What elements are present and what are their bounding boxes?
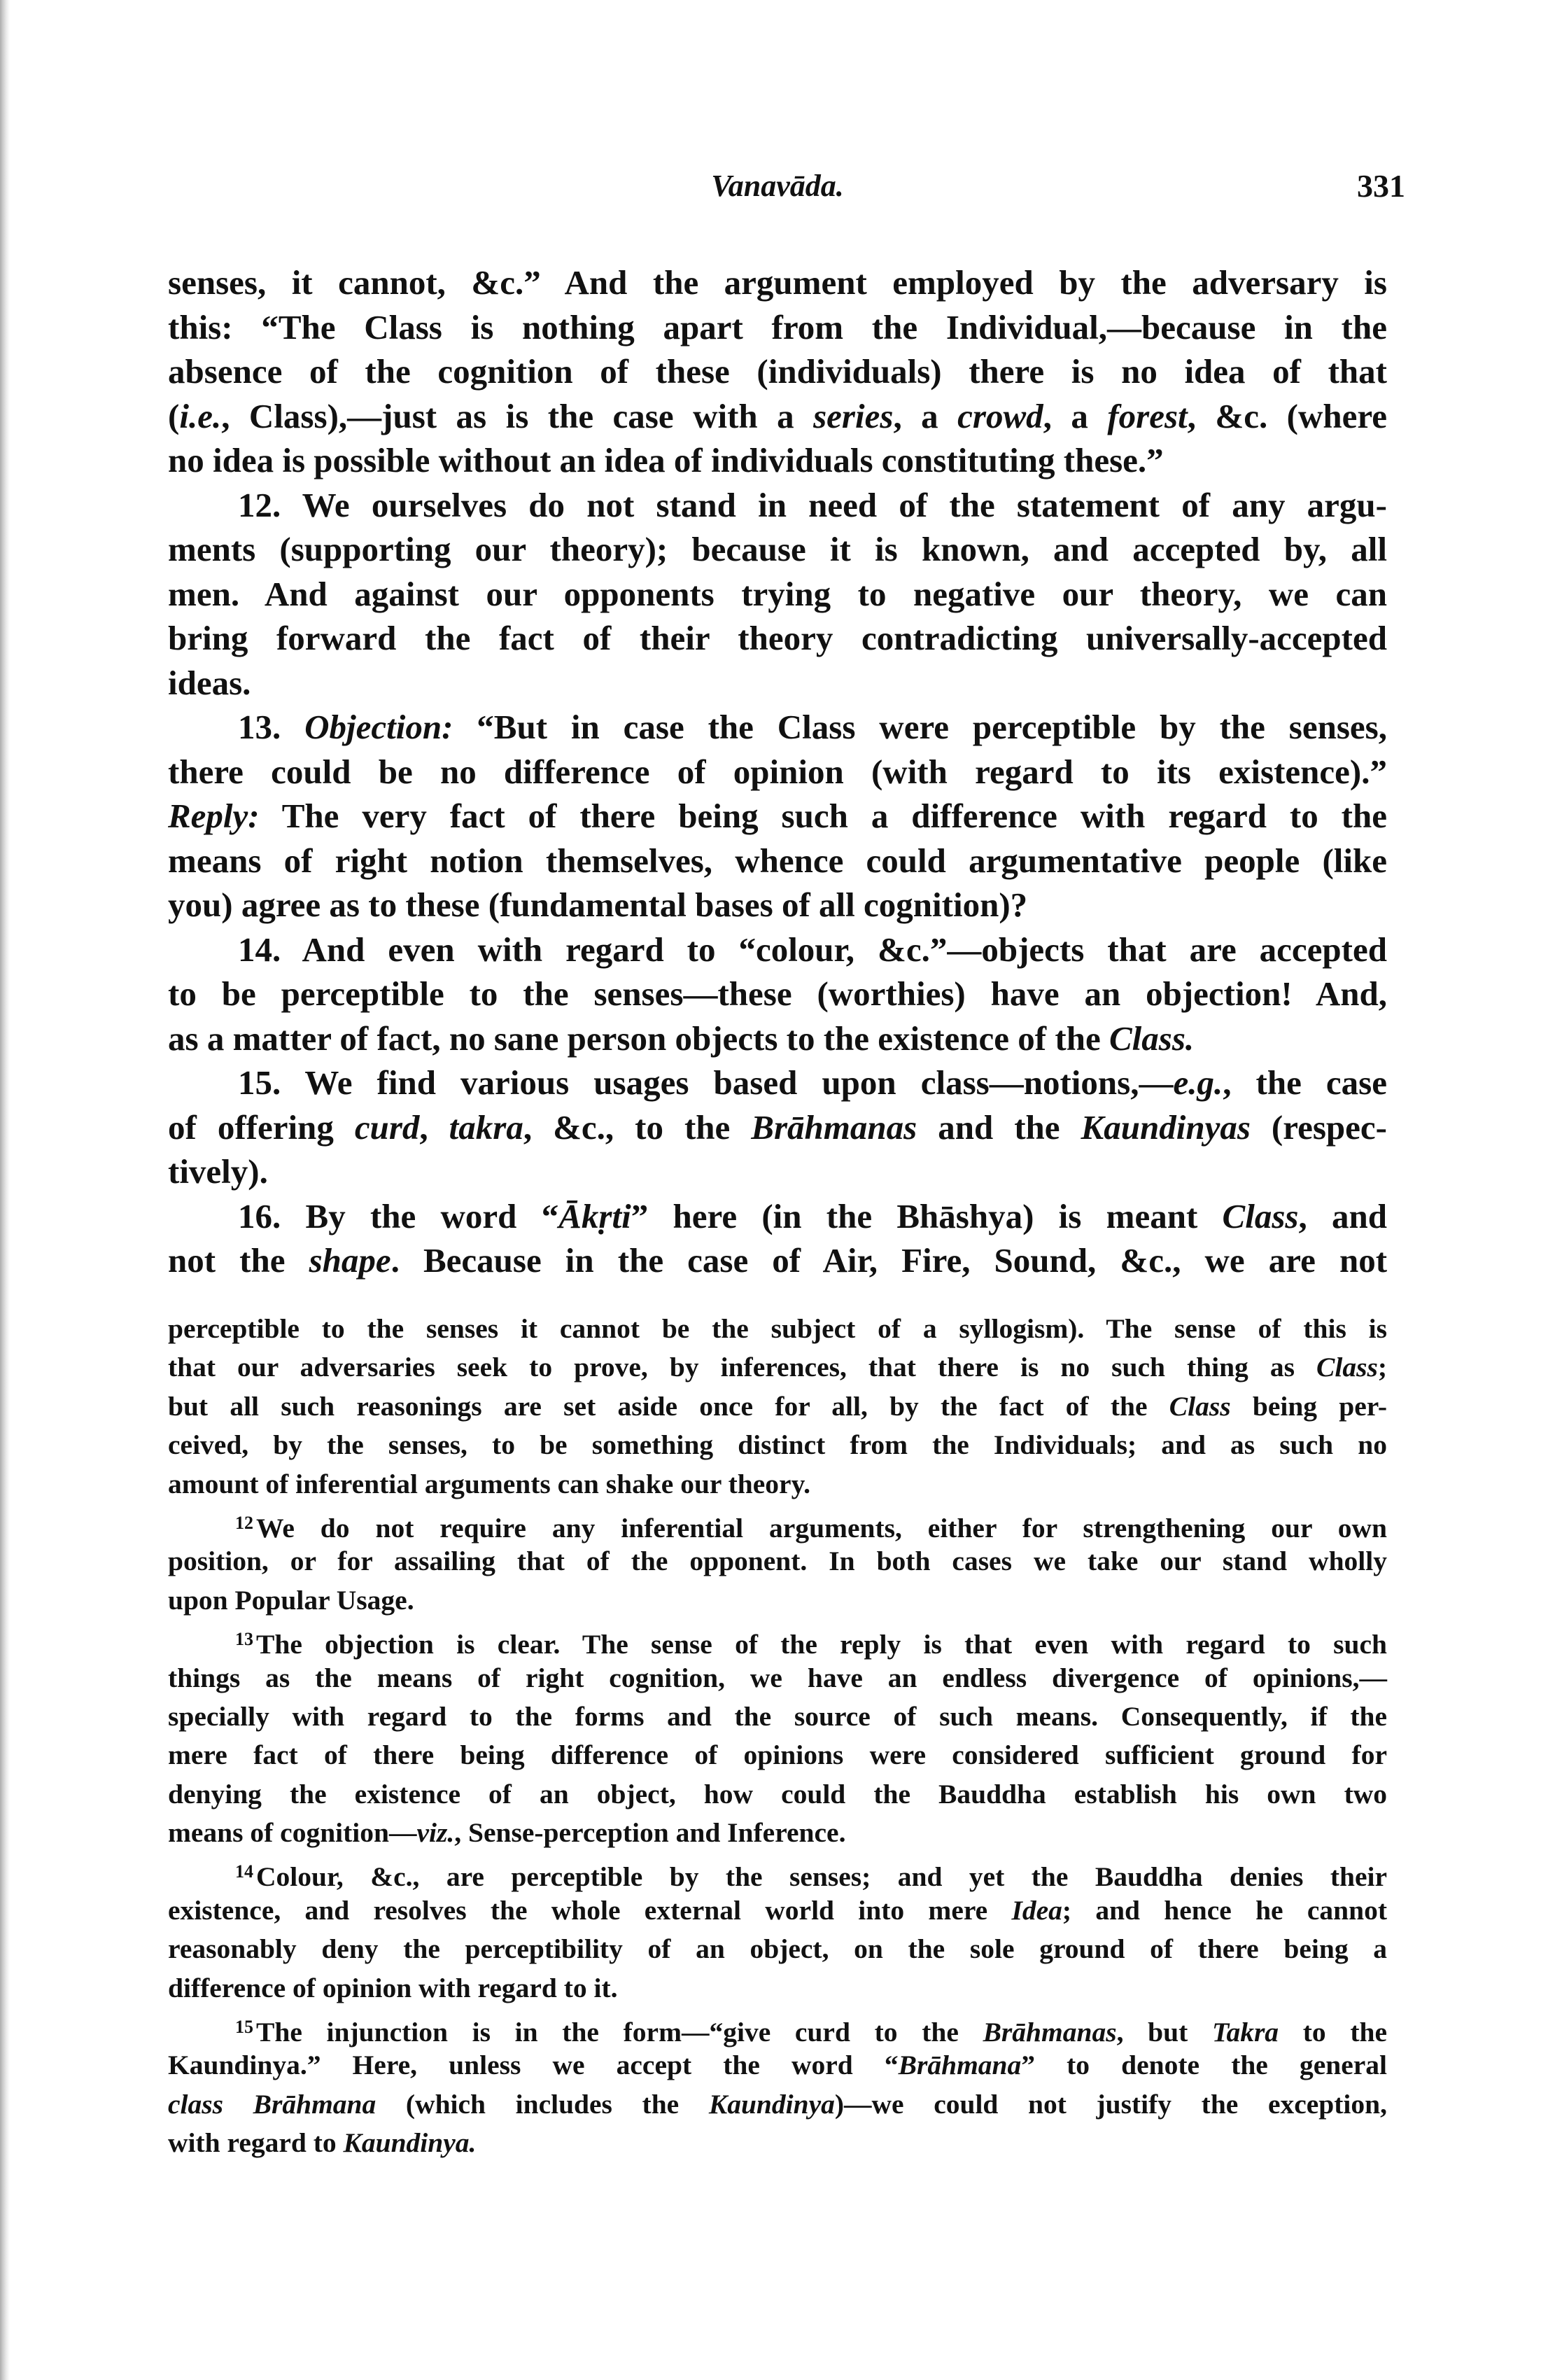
text-line <box>168 1105 1387 1150</box>
text-segment: to be perceptible to the senses—these (worthies) have an objection! And, <box>168 974 1387 1013</box>
text-line <box>168 349 1387 394</box>
paragraph <box>168 705 1387 927</box>
text-segment: senses, it cannot, &c.” And the argument employed by the adversary is <box>168 263 1387 302</box>
text-segment: ; and hence he cannot <box>1062 1894 1387 1926</box>
text-segment: ceived, by the senses, to be something distinct from the Individuals; and as such no <box>168 1429 1387 1461</box>
text-segment: , &c. (where <box>1187 396 1387 435</box>
text-segment: that our adversaries seek to prove, by inferences, that there is no such thing as <box>168 1352 1317 1383</box>
text-line <box>168 1016 1387 1061</box>
text-segment: to the <box>1279 2017 1388 2048</box>
text-segment: (respec- <box>1250 1107 1387 1147</box>
text-segment: The injunction is in the form—“give curd to the <box>256 2017 983 2048</box>
paragraph <box>168 1060 1387 1194</box>
text-segment: , and <box>1298 1196 1387 1236</box>
text-segment: , Sense-perception and Inference. <box>454 1817 846 1849</box>
text-segment: absence of the cognition of these (individuals) there is no idea of that <box>168 352 1387 391</box>
text-line <box>168 1775 1387 1814</box>
text-segment: , a <box>1043 396 1108 435</box>
text-line <box>168 1348 1387 1387</box>
text-line <box>168 483 1387 528</box>
text-segment: , <box>419 1107 449 1147</box>
text-line <box>168 839 1387 883</box>
running-title: Vanavāda. <box>711 169 844 203</box>
text-segment: ; <box>1377 1352 1387 1383</box>
text-segment: means of cognition— <box>168 1817 417 1849</box>
text-line <box>168 1387 1387 1426</box>
italic-segment: i.e. <box>179 396 222 435</box>
text-line <box>168 1426 1387 1464</box>
text-segment: , the case <box>1223 1063 1387 1102</box>
text-line <box>168 438 1387 483</box>
text-line <box>168 616 1387 661</box>
text-line <box>168 572 1387 617</box>
text-line <box>168 1852 1387 1891</box>
text-line <box>168 2046 1387 2085</box>
italic-segment: Kaundinyas <box>1081 1107 1251 1147</box>
text-segment: as a matter of fact, no sane person objects to the existence of the <box>168 1018 1109 1058</box>
text-segment: and the <box>917 1107 1081 1147</box>
text-segment: 15. We find various usages based upon class—notions,— <box>238 1063 1174 1102</box>
italic-segment: shape <box>309 1241 391 1280</box>
footnote <box>168 2008 1387 2163</box>
text-line <box>168 927 1387 972</box>
text-line <box>168 1581 1387 1620</box>
text-line <box>168 1698 1387 1736</box>
paragraph <box>168 483 1387 706</box>
text-segment: but all such reasonings are set aside once for all, by the fact of the <box>168 1390 1169 1422</box>
italic-segment: takra <box>449 1107 523 1147</box>
text-line <box>168 1891 1387 1930</box>
italic-segment: Ākṛti <box>558 1196 631 1236</box>
text-line <box>168 2124 1387 2162</box>
text-line <box>168 1620 1387 1658</box>
text-line <box>168 794 1387 839</box>
text-line <box>168 394 1387 439</box>
text-segment: 13. <box>238 708 305 746</box>
text-segment: means of right notion themselves, whence could argumentative people (like <box>168 841 1387 880</box>
italic-segment: forest <box>1107 396 1188 435</box>
text-segment: , a <box>893 396 958 435</box>
text-line <box>168 260 1387 305</box>
text-segment: tively). <box>168 1152 268 1191</box>
text-segment: men. And against our opponents trying to negative our theory, we can <box>168 574 1387 613</box>
text-line <box>168 661 1387 706</box>
italic-segment: Brāhmana <box>898 2050 1022 2081</box>
text-line <box>168 2085 1387 2124</box>
footnote <box>168 1504 1387 1620</box>
text-segment: being per- <box>1230 1390 1387 1422</box>
text-line <box>168 1969 1387 2008</box>
text-line <box>168 1504 1387 1542</box>
text-segment: 16. By the word “ <box>238 1196 559 1236</box>
text-line <box>168 1194 1387 1239</box>
text-line <box>168 1542 1387 1581</box>
italic-segment: Class <box>1222 1196 1299 1236</box>
text-line <box>168 527 1387 572</box>
text-segment: perceptible to the senses it cannot be the subject of a syllogism). The sense of this is <box>168 1313 1387 1344</box>
text-line <box>168 883 1387 927</box>
text-line <box>168 305 1387 350</box>
italic-segment: Kaundinya. <box>343 2127 477 2159</box>
text-segment: (which includes the <box>376 2088 709 2120</box>
text-line <box>168 2008 1387 2046</box>
text-line <box>168 1659 1387 1698</box>
italic-segment: Idea <box>1011 1894 1062 1926</box>
text-segment: , but <box>1116 2017 1212 2048</box>
text-segment: this: “The Class is nothing apart from the Individual,—because in the <box>168 307 1387 346</box>
text-segment: ( <box>168 396 180 435</box>
page-header <box>168 165 1405 207</box>
paragraph <box>168 1194 1387 1283</box>
italic-segment: crowd <box>957 396 1043 435</box>
paragraph <box>168 260 1387 483</box>
text-segment: Colour, &c., are perceptible by the senses; and yet the Bauddha denies their <box>256 1861 1387 1893</box>
italic-segment: curd <box>354 1107 420 1147</box>
text-segment: mere fact of there being difference of opinions were considered sufficient ground for <box>168 1740 1387 1771</box>
text-line <box>168 1238 1387 1283</box>
italic-segment: Kaundinya <box>708 2088 835 2120</box>
text-segment: no idea is possible without an idea of individuals constituting these.” <box>168 441 1164 479</box>
footnote-marker: 14 <box>235 1861 253 1882</box>
footnote <box>168 1852 1387 2008</box>
italic-segment: class Brāhmana <box>168 2088 377 2120</box>
text-segment: not the <box>168 1241 309 1280</box>
italic-segment: Objection: <box>304 708 453 746</box>
text-segment: , &c., to the <box>523 1107 752 1147</box>
text-segment: things as the means of right cognition, we have an endless divergence of opinions,— <box>168 1662 1387 1693</box>
footnote-marker: 12 <box>235 1512 253 1533</box>
text-segment: The objection is clear. The sense of the reply is that even with regard to such <box>256 1629 1387 1660</box>
text-segment: We do not require any inferential arguments, either for strengthening our own <box>256 1512 1387 1544</box>
text-segment: ideas. <box>168 663 251 702</box>
text-segment: ” here (in the Bhāshya) is meant <box>631 1196 1223 1236</box>
text-line <box>168 972 1387 1016</box>
text-segment: , Class),—just as is the case with a <box>221 396 814 435</box>
italic-segment: Reply: <box>168 797 260 835</box>
italic-segment: Brāhmanas <box>983 2017 1117 2048</box>
italic-segment: e.g. <box>1173 1063 1223 1102</box>
text-segment: position, or for assailing that of the opponent. In both cases we take our stand wholly <box>168 1546 1387 1577</box>
italic-segment: Class <box>1316 1352 1378 1383</box>
text-line <box>168 1149 1387 1194</box>
scan-edge-shadow <box>0 0 10 2380</box>
text-segment: you) agree as to these (fundamental bases of all cognition)? <box>168 886 1028 924</box>
italic-segment: Class <box>1169 1390 1231 1422</box>
text-line <box>168 1465 1387 1504</box>
text-segment: 12. We ourselves do not stand in need of the statement of any argu- <box>238 485 1387 524</box>
text-line <box>168 1736 1387 1774</box>
italic-segment: Takra <box>1211 2017 1279 2048</box>
page-number: 331 <box>1357 168 1405 204</box>
italic-segment: series <box>813 396 894 435</box>
text-line <box>168 705 1387 750</box>
text-line <box>168 750 1387 794</box>
text-segment: denying the existence of an object, how could the Bauddha establish his own two <box>168 1778 1387 1809</box>
text-segment: ” to denote the general <box>1021 2050 1387 2081</box>
footnote-marker: 13 <box>235 1629 253 1650</box>
text-line <box>168 1310 1387 1348</box>
text-segment: existence, and resolves the whole external world into mere <box>168 1894 1012 1926</box>
text-segment: “But in case the Class were perceptible by the senses, <box>453 708 1387 746</box>
text-segment: Kaundinya.” Here, unless we accept the word “ <box>168 2050 899 2081</box>
text-segment: with regard to <box>168 2127 344 2159</box>
text-segment: bring forward the fact of their theory contradicting universally-accepted <box>168 619 1387 657</box>
italic-segment: Brāhmanas <box>751 1107 917 1147</box>
text-segment: specially with regard to the forms and the source of such means. Consequently, if the <box>168 1700 1387 1732</box>
text-segment: The very fact of there being such a difference with regard to the <box>259 797 1387 835</box>
text-segment: ments (supporting our theory); because it is known, and accepted by, all <box>168 530 1387 568</box>
text-segment: difference of opinion with regard to it. <box>168 1972 618 2003</box>
text-line <box>168 1060 1387 1105</box>
paragraph <box>168 927 1387 1061</box>
italic-segment: viz. <box>416 1817 455 1849</box>
text-line <box>168 1930 1387 1968</box>
text-segment: of offering <box>168 1107 355 1147</box>
text-segment: 14. And even with regard to “colour, &c.”—objects that are accepted <box>238 930 1387 969</box>
footnotes <box>168 1310 1387 2163</box>
text-segment: reasonably deny the perceptibility of an object, on the sole ground of there being a <box>168 1933 1387 1965</box>
text-segment: there could be no difference of opinion (with regard to its existence).” <box>168 752 1387 791</box>
main-text <box>168 260 1387 1283</box>
footnote <box>168 1310 1387 1504</box>
text-segment: . Because in the case of Air, Fire, Sound, &c., we are not <box>390 1241 1388 1280</box>
footnote-marker: 15 <box>235 2017 253 2038</box>
text-segment: amount of inferential arguments can shake our theory. <box>168 1468 811 1499</box>
text-segment: upon Popular Usage. <box>168 1584 414 1616</box>
text-segment: )—we could not justify the exception, <box>834 2088 1387 2120</box>
footnote <box>168 1620 1387 1852</box>
italic-segment: Class. <box>1109 1018 1195 1058</box>
text-line <box>168 1814 1387 1852</box>
